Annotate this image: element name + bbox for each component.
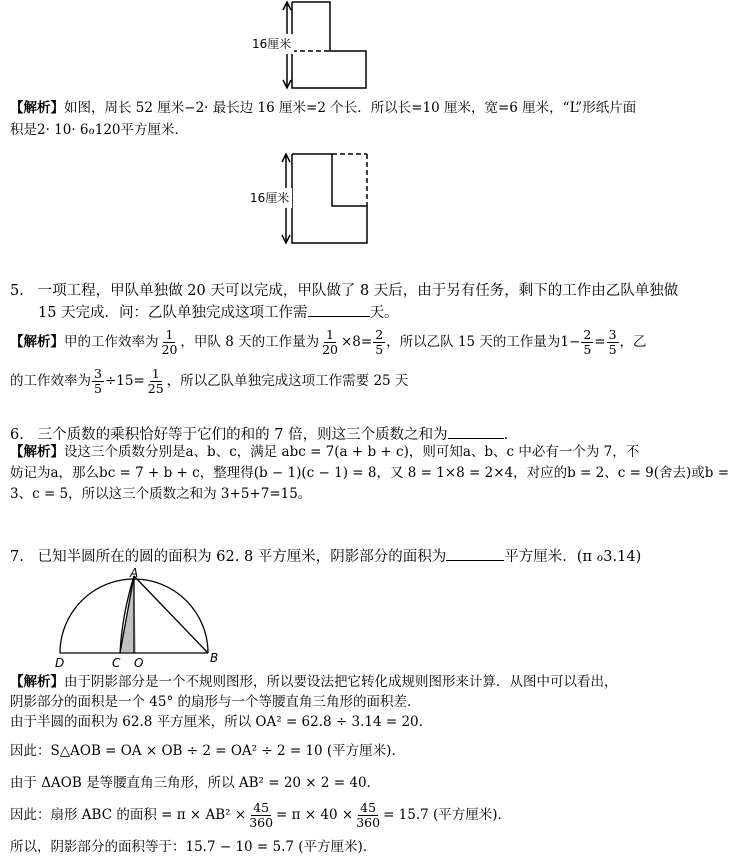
analysis-text: 积是2· 10· 6ℴ120平方厘米． xyxy=(10,122,189,138)
analysis-text: 因此：S△AOB = OA × OB ÷ 2 = OA² ÷ 2 = 10 (平方厘米)． xyxy=(10,743,405,759)
problem-text: 天。 xyxy=(369,305,399,321)
denominator: 360 xyxy=(249,814,274,830)
fraction xyxy=(160,328,180,357)
problem-text: 已知半圆所在的圆的面积为 62. 8 平方厘米，阴影部分的面积为 xyxy=(37,549,447,565)
problem-text: 15 天完成．问：乙队单独完成这项工作需 xyxy=(38,305,308,321)
analysis-text: 设这三个质数分别是a、b、c，满足 abc = 7(a + b + c)，则可知a、b、c 中必有一个为 7，不 xyxy=(64,444,640,460)
problem5-analysis-line1 xyxy=(10,325,647,359)
numerator: 3 xyxy=(94,365,102,381)
problem7-analysis-line7 xyxy=(10,838,376,856)
analysis-text: = xyxy=(594,334,606,350)
analysis-text: = π × 40 × xyxy=(276,807,354,823)
point-o-label: O xyxy=(134,656,144,670)
problem6-line1 xyxy=(10,424,508,444)
problem6-analysis-line2 xyxy=(10,464,729,482)
denominator: 5 xyxy=(608,341,617,357)
problem7-analysis-line3 xyxy=(10,713,432,731)
analysis-text: 由于阴影部分是一个不规则图形，所以要设法把它转化成规则图形来计算．从图中可以看出， xyxy=(64,674,618,690)
figure2-label: 16厘米 xyxy=(250,191,290,205)
numerator: 2 xyxy=(375,326,384,342)
point-d-label: D xyxy=(55,656,65,670)
analysis-tag: 【解析】 xyxy=(10,674,64,690)
fraction xyxy=(320,328,340,357)
problem-text: . xyxy=(503,427,509,443)
analysis-text: ，乙 xyxy=(619,334,647,350)
problem4-analysis-line2 xyxy=(10,121,188,139)
denominator: 5 xyxy=(583,341,592,357)
analysis-tag: 【解析】 xyxy=(10,444,64,460)
denominator: 5 xyxy=(94,380,102,396)
denominator: 5 xyxy=(375,341,384,357)
problem6-analysis-line1 xyxy=(10,443,639,461)
figure-l-shape-1 xyxy=(248,0,378,92)
numerator: 1 xyxy=(326,326,334,342)
problem-text: 一项工程，甲队单独做 20 天可以完成，甲队做了 8 天后，由于另有任务，剩下的工作由乙队单独做 xyxy=(37,283,679,299)
problem7-analysis-line1 xyxy=(10,673,618,691)
answer-blank[interactable] xyxy=(446,546,504,561)
denominator: 25 xyxy=(147,380,164,396)
analysis-text: 因此：扇形 ABC 的面积 = π × AB² × xyxy=(10,807,247,823)
analysis-text: 由于半圆的面积为 62.8 平方厘米，所以 OA² = 62.8 ÷ 3.14 = 20． xyxy=(10,714,433,730)
semicircle-figure xyxy=(50,565,230,670)
problem-text: 平方厘米．(π ℴ3.14) xyxy=(504,549,642,565)
analysis-text: ，所以乙队单独完成这项工作需要 25 天 xyxy=(166,373,409,389)
fraction xyxy=(146,367,166,396)
figure1-label: 16厘米 xyxy=(252,37,292,51)
denominator: 20 xyxy=(161,341,178,357)
answer-blank[interactable] xyxy=(448,424,504,439)
problem5-line1 xyxy=(10,282,678,300)
problem4-analysis-line1 xyxy=(10,99,636,117)
analysis-text: ，所以乙队 15 天的工作量为1− xyxy=(386,334,581,350)
point-c-label: C xyxy=(112,656,121,670)
denominator: 20 xyxy=(322,341,338,357)
analysis-text: 阴影部分的面积是一个 45° 的扇形与一个等腰直角三角形的面积差． xyxy=(10,694,421,710)
analysis-text: 的工作效率为 xyxy=(10,373,91,389)
analysis-text: 如图，周长 52 厘米−2· 最长边 16 厘米=2 个长．所以长=10 厘米，宽=6 厘米，“L”形纸片面 xyxy=(64,100,637,116)
analysis-text: 妨记为a，那么bc = 7 + b + c，整理得(b − 1)(c − 1) = 8，又 8 = 1×8 = 2×4，对应的b = 2、c = 9(舍去)或b = xyxy=(10,465,729,481)
analysis-text: 所以，阴影部分的面积等于：15.7 − 10 = 5.7 (平方厘米)． xyxy=(10,839,377,855)
analysis-tag: 【解析】 xyxy=(10,100,64,116)
fraction xyxy=(247,801,275,830)
analysis-text: ×8= xyxy=(340,334,373,350)
analysis-text: ÷15= xyxy=(104,373,145,389)
problem7-line1 xyxy=(10,546,641,566)
analysis-text: 甲的工作效率为 xyxy=(64,334,159,350)
problem-number: 5. xyxy=(10,283,24,299)
numerator: 3 xyxy=(608,326,617,342)
numerator: 1 xyxy=(165,326,174,342)
problem7-analysis-line5 xyxy=(10,774,380,792)
problem-text: 三个质数的乘积恰好等于它们的和的 7 倍，则这三个质数之和为 xyxy=(37,427,448,443)
problem5-line2 xyxy=(38,302,399,322)
problem7-analysis-line4 xyxy=(10,742,405,760)
denominator: 360 xyxy=(356,814,381,830)
point-b-label: B xyxy=(210,651,219,665)
numerator: 2 xyxy=(583,326,592,342)
analysis-tag: 【解析】 xyxy=(10,334,64,350)
analysis-text: 3、c = 5，所以这三个质数之和为 3+5+7=15。 xyxy=(10,486,312,502)
fraction xyxy=(607,328,619,357)
numerator: 45 xyxy=(253,799,270,815)
analysis-text: = 15.7 (平方厘米)． xyxy=(383,807,512,823)
problem-number: 7. xyxy=(10,549,24,565)
figure-l-shape-2 xyxy=(248,150,378,246)
fraction xyxy=(581,328,593,357)
fraction xyxy=(92,367,104,396)
problem7-analysis-line6 xyxy=(10,798,511,832)
numerator: 1 xyxy=(151,365,160,381)
analysis-text: ，甲队 8 天的工作量为 xyxy=(180,334,320,350)
answer-blank[interactable] xyxy=(308,302,370,317)
problem-number: 6. xyxy=(10,427,24,443)
problem6-analysis-line3 xyxy=(10,485,311,503)
fraction xyxy=(373,328,385,357)
problem5-analysis-line2 xyxy=(10,364,408,398)
numerator: 45 xyxy=(360,799,377,815)
problem7-analysis-line2 xyxy=(10,693,421,711)
fraction xyxy=(354,801,382,830)
analysis-text: 由于 ΔAOB 是等腰直角三角形，所以 AB² = 20 × 2 = 40． xyxy=(10,775,381,791)
point-a-label: A xyxy=(130,566,139,580)
